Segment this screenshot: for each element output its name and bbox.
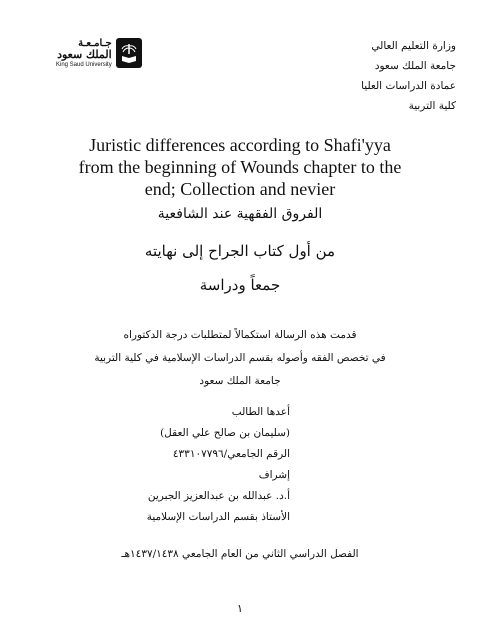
english-title-line2: from the beginning of Wounds chapter to the (78, 157, 402, 177)
english-title-line1: Juristic differences according to Shafi'yya (89, 135, 391, 155)
logo-english: King Saud University (56, 61, 112, 68)
supervisor-name: أ.د. عبدالله بن عبدالعزيز الجبرين (147, 490, 290, 502)
page-number: ١ (237, 602, 243, 615)
college-name: كلية التربية (408, 100, 456, 112)
deanship-name: عمادة الدراسات العليا (361, 80, 456, 92)
student-info (30, 402, 290, 528)
logo-text (56, 39, 112, 68)
statement-line1: قدمت هذه الرسالة استكمالاً لمتطلبات درجة الدكتوراه (123, 329, 357, 341)
logo-arabic-line1: جـامـعـة (78, 37, 112, 49)
supervision-label: إشراف (258, 469, 290, 481)
arabic-title-line2: من أول كتاب الجراح إلى نهايته (144, 242, 336, 260)
institution-header (361, 36, 456, 116)
university-logo (56, 36, 142, 70)
university-name: جامعة الملك سعود (374, 60, 456, 72)
logo-arabic-line2: الملك سعود (57, 47, 112, 61)
ministry-name: وزارة التعليم العالي (371, 40, 456, 52)
statement-line3: جامعة الملك سعود (199, 375, 281, 387)
arabic-title-line3: جمعاً ودراسة (199, 276, 281, 294)
submission-statement (0, 324, 480, 393)
student-id: الرقم الجامعي/٤٣٣١٠٧٧٩٦ (172, 448, 290, 460)
statement-line2: في تخصص الفقه وأصوله بقسم الدراسات الإسلامية في كلية التربية (94, 352, 386, 364)
semester-line: الفصل الدراسي الثاني من العام الجامعي ١٤٣٧/١٤٣٨هـ (121, 548, 359, 560)
palm-and-book-icon (116, 38, 142, 68)
supervisor-title: الأستاذ بقسم الدراسات الإسلامية (146, 511, 290, 523)
english-title-line3: end; Collection and nevier (144, 179, 336, 199)
arabic-title-line1: الفروق الفقهية عند الشافعية (157, 206, 323, 222)
english-title (0, 134, 480, 200)
prepared-by-label: أعدها الطالب (231, 406, 290, 418)
student-name: (سليمان بن صالح علي العقل) (160, 427, 290, 439)
